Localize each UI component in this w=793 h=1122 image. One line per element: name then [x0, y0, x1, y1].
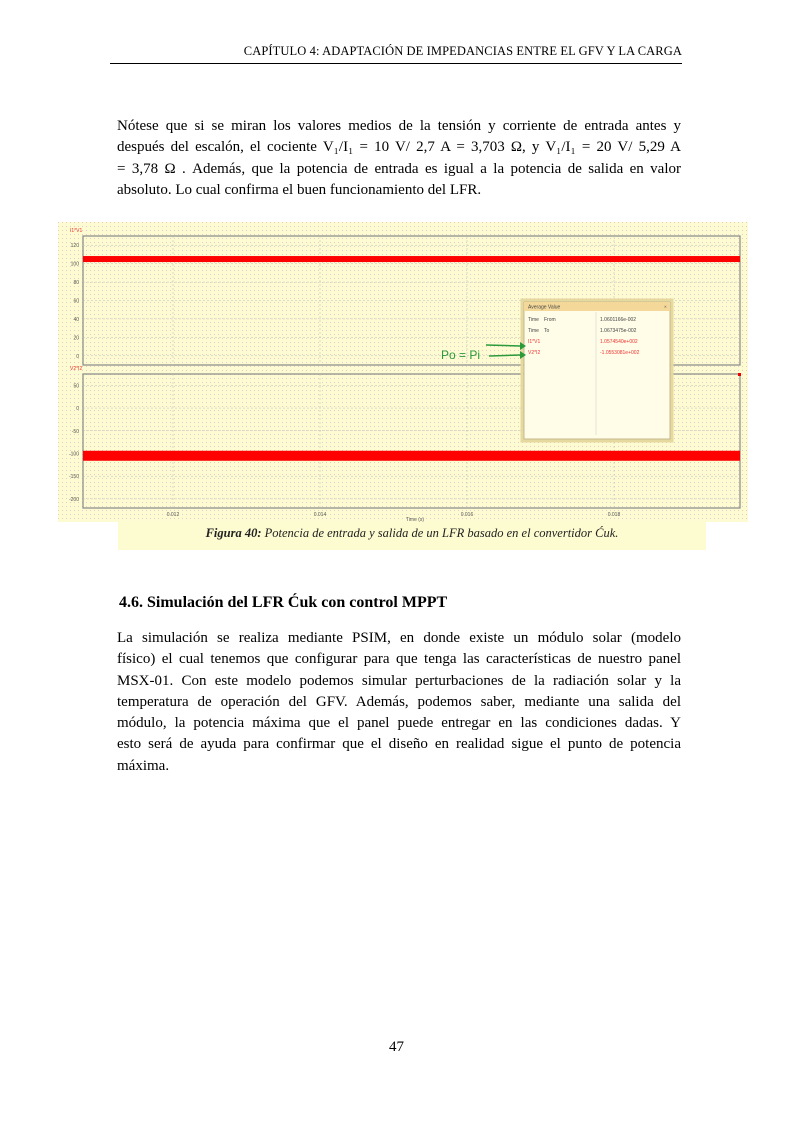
y-tick-label: 80: [73, 280, 79, 287]
text-line: Nótese que si se miran los valores medios de la tensión y corriente de entrada antes y: [117, 118, 681, 134]
text-line: físico) el cual tenemos que configurar para que tenga las características de nuestro panel: [117, 651, 681, 668]
popup-close-icon: ×: [664, 305, 667, 311]
popup-title: Average Value: [528, 304, 561, 311]
panel-label: I1*V1: [70, 228, 83, 234]
text-line: MSX-01. Con este modelo podemos simular perturbaciones de la radiación solar y la: [117, 672, 681, 689]
x-axis-label: Time (s): [405, 517, 425, 522]
text-line: absoluto. Lo cual confirma el buen funcionamiento del LFR.: [117, 181, 482, 198]
y-tick-label: 50: [73, 383, 79, 390]
popup-row-label: Time: [528, 328, 539, 334]
y-tick-label: 100: [70, 261, 79, 268]
paragraph-intro: [117, 116, 681, 201]
paragraph-simulation: [117, 628, 681, 777]
waveform-trace: [83, 256, 740, 262]
y-tick-label: 60: [73, 298, 79, 305]
waveform-trace: [83, 451, 740, 461]
y-tick-label: -150: [68, 474, 79, 481]
psim-waveform-figure: [58, 222, 748, 522]
arrow-line: [486, 345, 520, 346]
page-number: 47: [389, 1039, 404, 1055]
caption-text: Potencia de entrada y salida de un LFR basado en el convertidor Ćuk.: [261, 526, 619, 540]
text-line: = 3,78 Ω . Además, que la potencia de entrada es igual a la potencia de salida en valor: [117, 160, 681, 177]
popup-row-value: 1.0574540e+002: [600, 339, 638, 345]
text-line: módulo, la potencia máxima que el panel puede entregar en las condiciones dadas. Y: [117, 715, 681, 732]
y-tick-label: -200: [68, 496, 79, 503]
header-rule: [110, 63, 682, 64]
y-tick-label: 120: [70, 243, 79, 250]
caption-number: Figura 40:: [205, 526, 262, 540]
text-line: esto será de ayuda para confirmar que el diseño en realidad sigue el punto de potencia: [117, 736, 681, 753]
running-header: CAPÍTULO 4: ADAPTACIÓN DE IMPEDANCIAS ENTRE EL GFV Y LA CARGA: [243, 44, 682, 58]
text-line: temperatura de operación del GFV. Además, podemos saber, mediante una salida del: [117, 693, 681, 710]
popup-row-label: V2*I2: [528, 350, 541, 356]
popup-row-sub: To: [544, 328, 550, 334]
popup-row-value: -1.0553081e+002: [600, 350, 640, 356]
annotation-po-pi: Po = Pi: [441, 348, 481, 362]
x-tick-label: 0.016: [460, 512, 474, 518]
popup-row-label: I1*V1: [528, 339, 541, 345]
x-tick-label: 0.012: [166, 512, 180, 518]
popup-row-value: 1.0673475e-002: [600, 328, 637, 334]
text-line: después del escalón, el cociente V₁/I₁ = 10 V/ 2,7 A = 3,703 Ω, y V₁/I₁ = 20 V/ 5,29 A: [117, 139, 681, 156]
y-tick-label: 40: [73, 316, 79, 323]
y-tick-label: -50: [71, 428, 79, 435]
y-tick-label: 0: [76, 353, 79, 360]
panel-label: V2*I2: [70, 366, 83, 372]
section-heading: 4.6. Simulación del LFR Ćuk con control MPPT: [119, 594, 448, 611]
y-tick-label: 0: [76, 406, 79, 413]
y-tick-label: -100: [68, 451, 79, 458]
marker-dot: [738, 373, 741, 376]
text-line: La simulación se realiza mediante PSIM, en donde existe un módulo solar (modelo: [117, 630, 681, 646]
x-tick-label: 0.018: [607, 512, 621, 518]
figure-caption: [118, 522, 706, 550]
popup-row-sub: From: [544, 317, 556, 323]
text-line: máxima.: [117, 757, 170, 774]
popup-row-value: 1.0601166e-002: [600, 317, 637, 323]
popup-row-label: Time: [528, 317, 539, 323]
y-tick-label: 20: [73, 335, 79, 342]
arrow-line: [489, 355, 520, 356]
x-tick-label: 0.014: [313, 512, 327, 518]
